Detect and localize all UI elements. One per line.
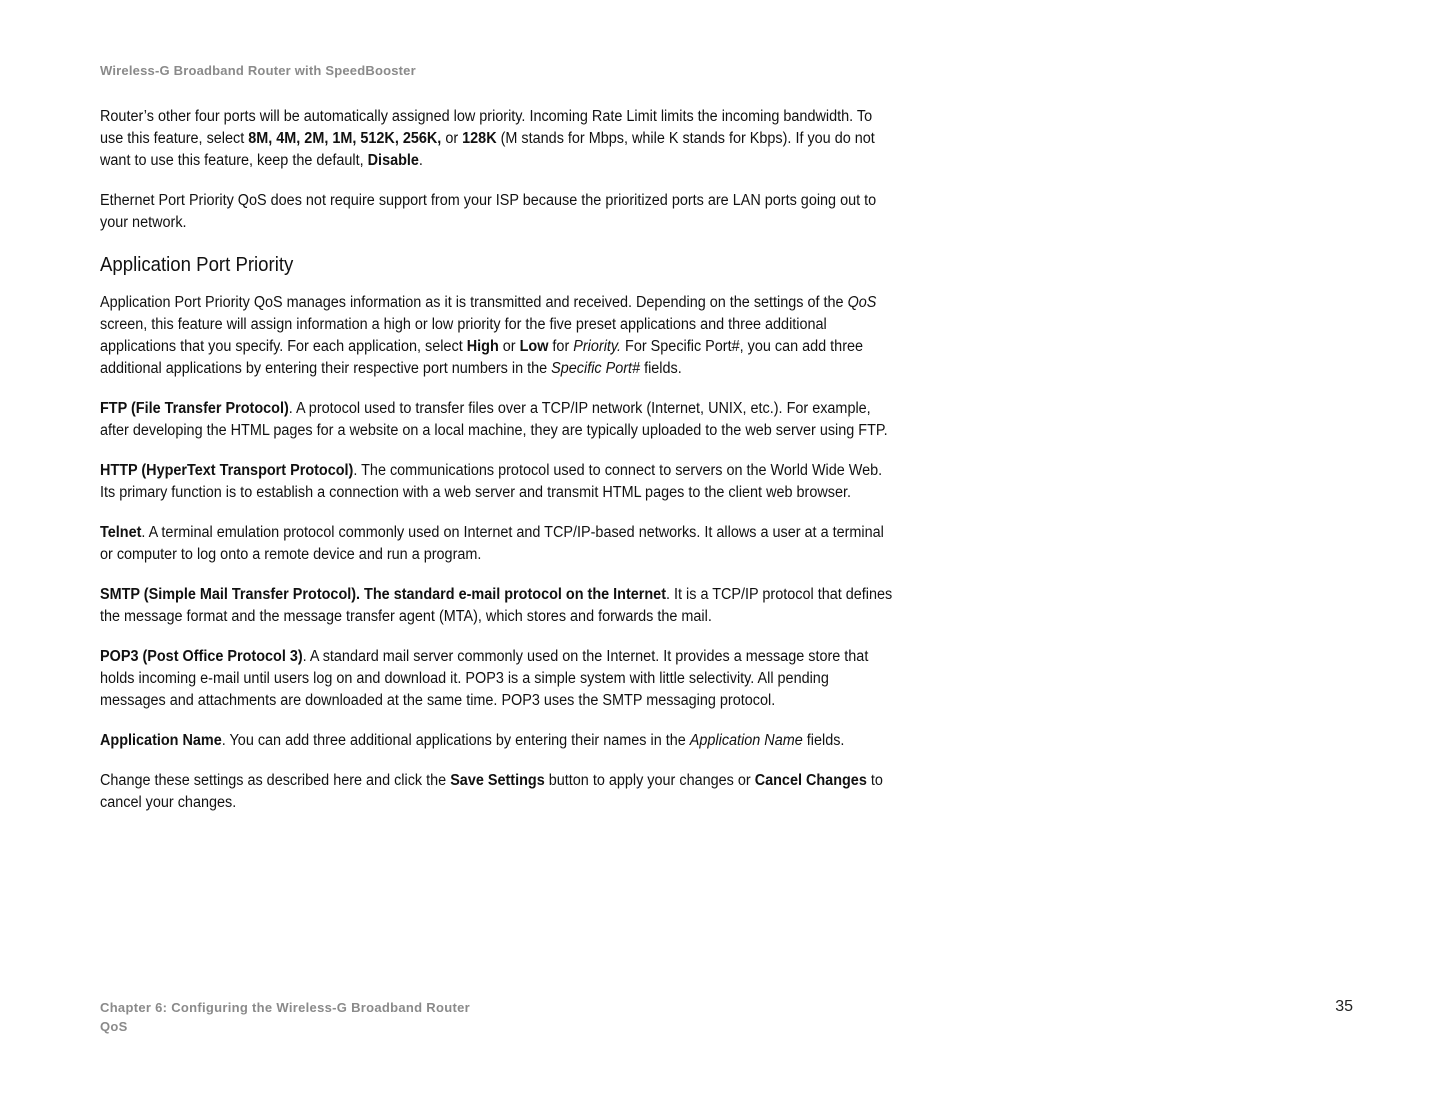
cancel-changes-label: Cancel Changes <box>754 772 867 789</box>
desc-text: screen, this feature will assign information a high or low priority for the five preset applications and three additional applications that you specify. For each application, select <box>100 316 827 355</box>
definition-text: . You can add three additional applications by entering their names in the <box>221 732 690 749</box>
intro-paragraph-ethernet: Ethernet Port Priority QoS does not require support from your ISP because the prioritized ports are LAN ports going out to your network. <box>100 192 877 231</box>
definition-pop3 <box>100 646 892 712</box>
definition-telnet <box>100 522 892 566</box>
definition-text: . The communications protocol used to connect to servers on the World Wide Web. Its primary function is to establish a connection with a web server and transmit HTML pages to the client web browser. <box>100 462 883 501</box>
intro-text: Router’s other four ports will be automatically assigned low priority. Incoming Rate Limit limits the incoming bandwidth. To use this feature, select <box>100 108 873 147</box>
footer <box>100 998 470 1036</box>
closing-paragraph <box>100 770 892 814</box>
closing-text: button to apply your changes or <box>544 772 755 789</box>
save-settings-label: Save Settings <box>450 772 545 789</box>
priority-field-name: Priority. <box>573 338 622 355</box>
definition-text: . A terminal emulation protocol commonly used on Internet and TCP/IP-based networks. It allows a user at a terminal or computer to log onto a remote device and run a program. <box>100 524 884 563</box>
specific-port-field-name: Specific Port# <box>551 360 641 377</box>
low-option: Low <box>519 338 549 355</box>
application-name-field: Application Name <box>689 732 803 749</box>
definition-smtp <box>100 584 892 628</box>
definition-term: POP3 (Post Office Protocol 3) <box>100 648 303 665</box>
section-heading: Application Port Priority <box>100 254 294 276</box>
page-number: 35 <box>1335 998 1353 1015</box>
footer-chapter: Chapter 6: Configuring the Wireless-G Broadband Router <box>100 1000 470 1015</box>
definition-http <box>100 460 892 504</box>
definition-text: . A standard mail server commonly used on the Internet. It provides a message store that holds incoming e-mail until users log on and download it. POP3 is a simple system with little selectivity. All pending messages and attachments are downloaded at the same time. POP3 uses the SMTP messaging protocol. <box>100 648 869 709</box>
section-description <box>100 292 892 380</box>
definition-term: SMTP (Simple Mail Transfer Protocol). The standard e-mail protocol on the Internet <box>100 586 667 603</box>
intro-text-or: or <box>441 130 463 147</box>
page-content <box>100 106 892 832</box>
running-header: Wireless-G Broadband Router with SpeedBooster <box>100 63 416 78</box>
definition-term: HTTP (HyperText Transport Protocol) <box>100 462 354 479</box>
desc-text: Application Port Priority QoS manages information as it is transmitted and received. Depending on the settings of the <box>100 294 848 311</box>
rate-values: 8M, 4M, 2M, 1M, 512K, 256K, <box>248 130 442 147</box>
definition-text: . It is a TCP/IP protocol that defines the message format and the message transfer agent (MTA), which stores and forwards the mail. <box>100 586 893 625</box>
desc-text: fields. <box>640 360 682 377</box>
desc-text: or <box>498 338 520 355</box>
intro-paragraph-rate-limit <box>100 106 892 172</box>
default-value: Disable <box>367 152 419 169</box>
definition-term: Telnet <box>100 524 142 541</box>
definition-term: Application Name <box>100 732 222 749</box>
closing-text: to cancel your changes. <box>100 772 883 811</box>
high-option: High <box>466 338 499 355</box>
definition-text: . A protocol used to transfer files over a TCP/IP network (Internet, UNIX, etc.). For example, after developing the HTML pages for a website on a local machine, they are typically uploaded to the web server using FTP. <box>100 400 888 439</box>
desc-text: For Specific Port#, you can add three additional applications by entering their respective port numbers in the <box>100 338 864 377</box>
desc-text: for <box>548 338 574 355</box>
definition-term: FTP (File Transfer Protocol) <box>100 400 289 417</box>
definition-application-name <box>100 730 892 752</box>
intro-text-units: (M stands for Mbps, while K stands for Kbps). If you do not want to use this feature, keep the default, <box>100 130 875 169</box>
qos-screen-name: QoS <box>847 294 877 311</box>
intro-text-end: . <box>418 152 423 169</box>
rate-value-last: 128K <box>462 130 497 147</box>
closing-text: Change these settings as described here and click the <box>100 772 451 789</box>
definition-ftp <box>100 398 892 442</box>
footer-section: QoS <box>100 1019 128 1034</box>
definition-text: fields. <box>802 732 845 749</box>
